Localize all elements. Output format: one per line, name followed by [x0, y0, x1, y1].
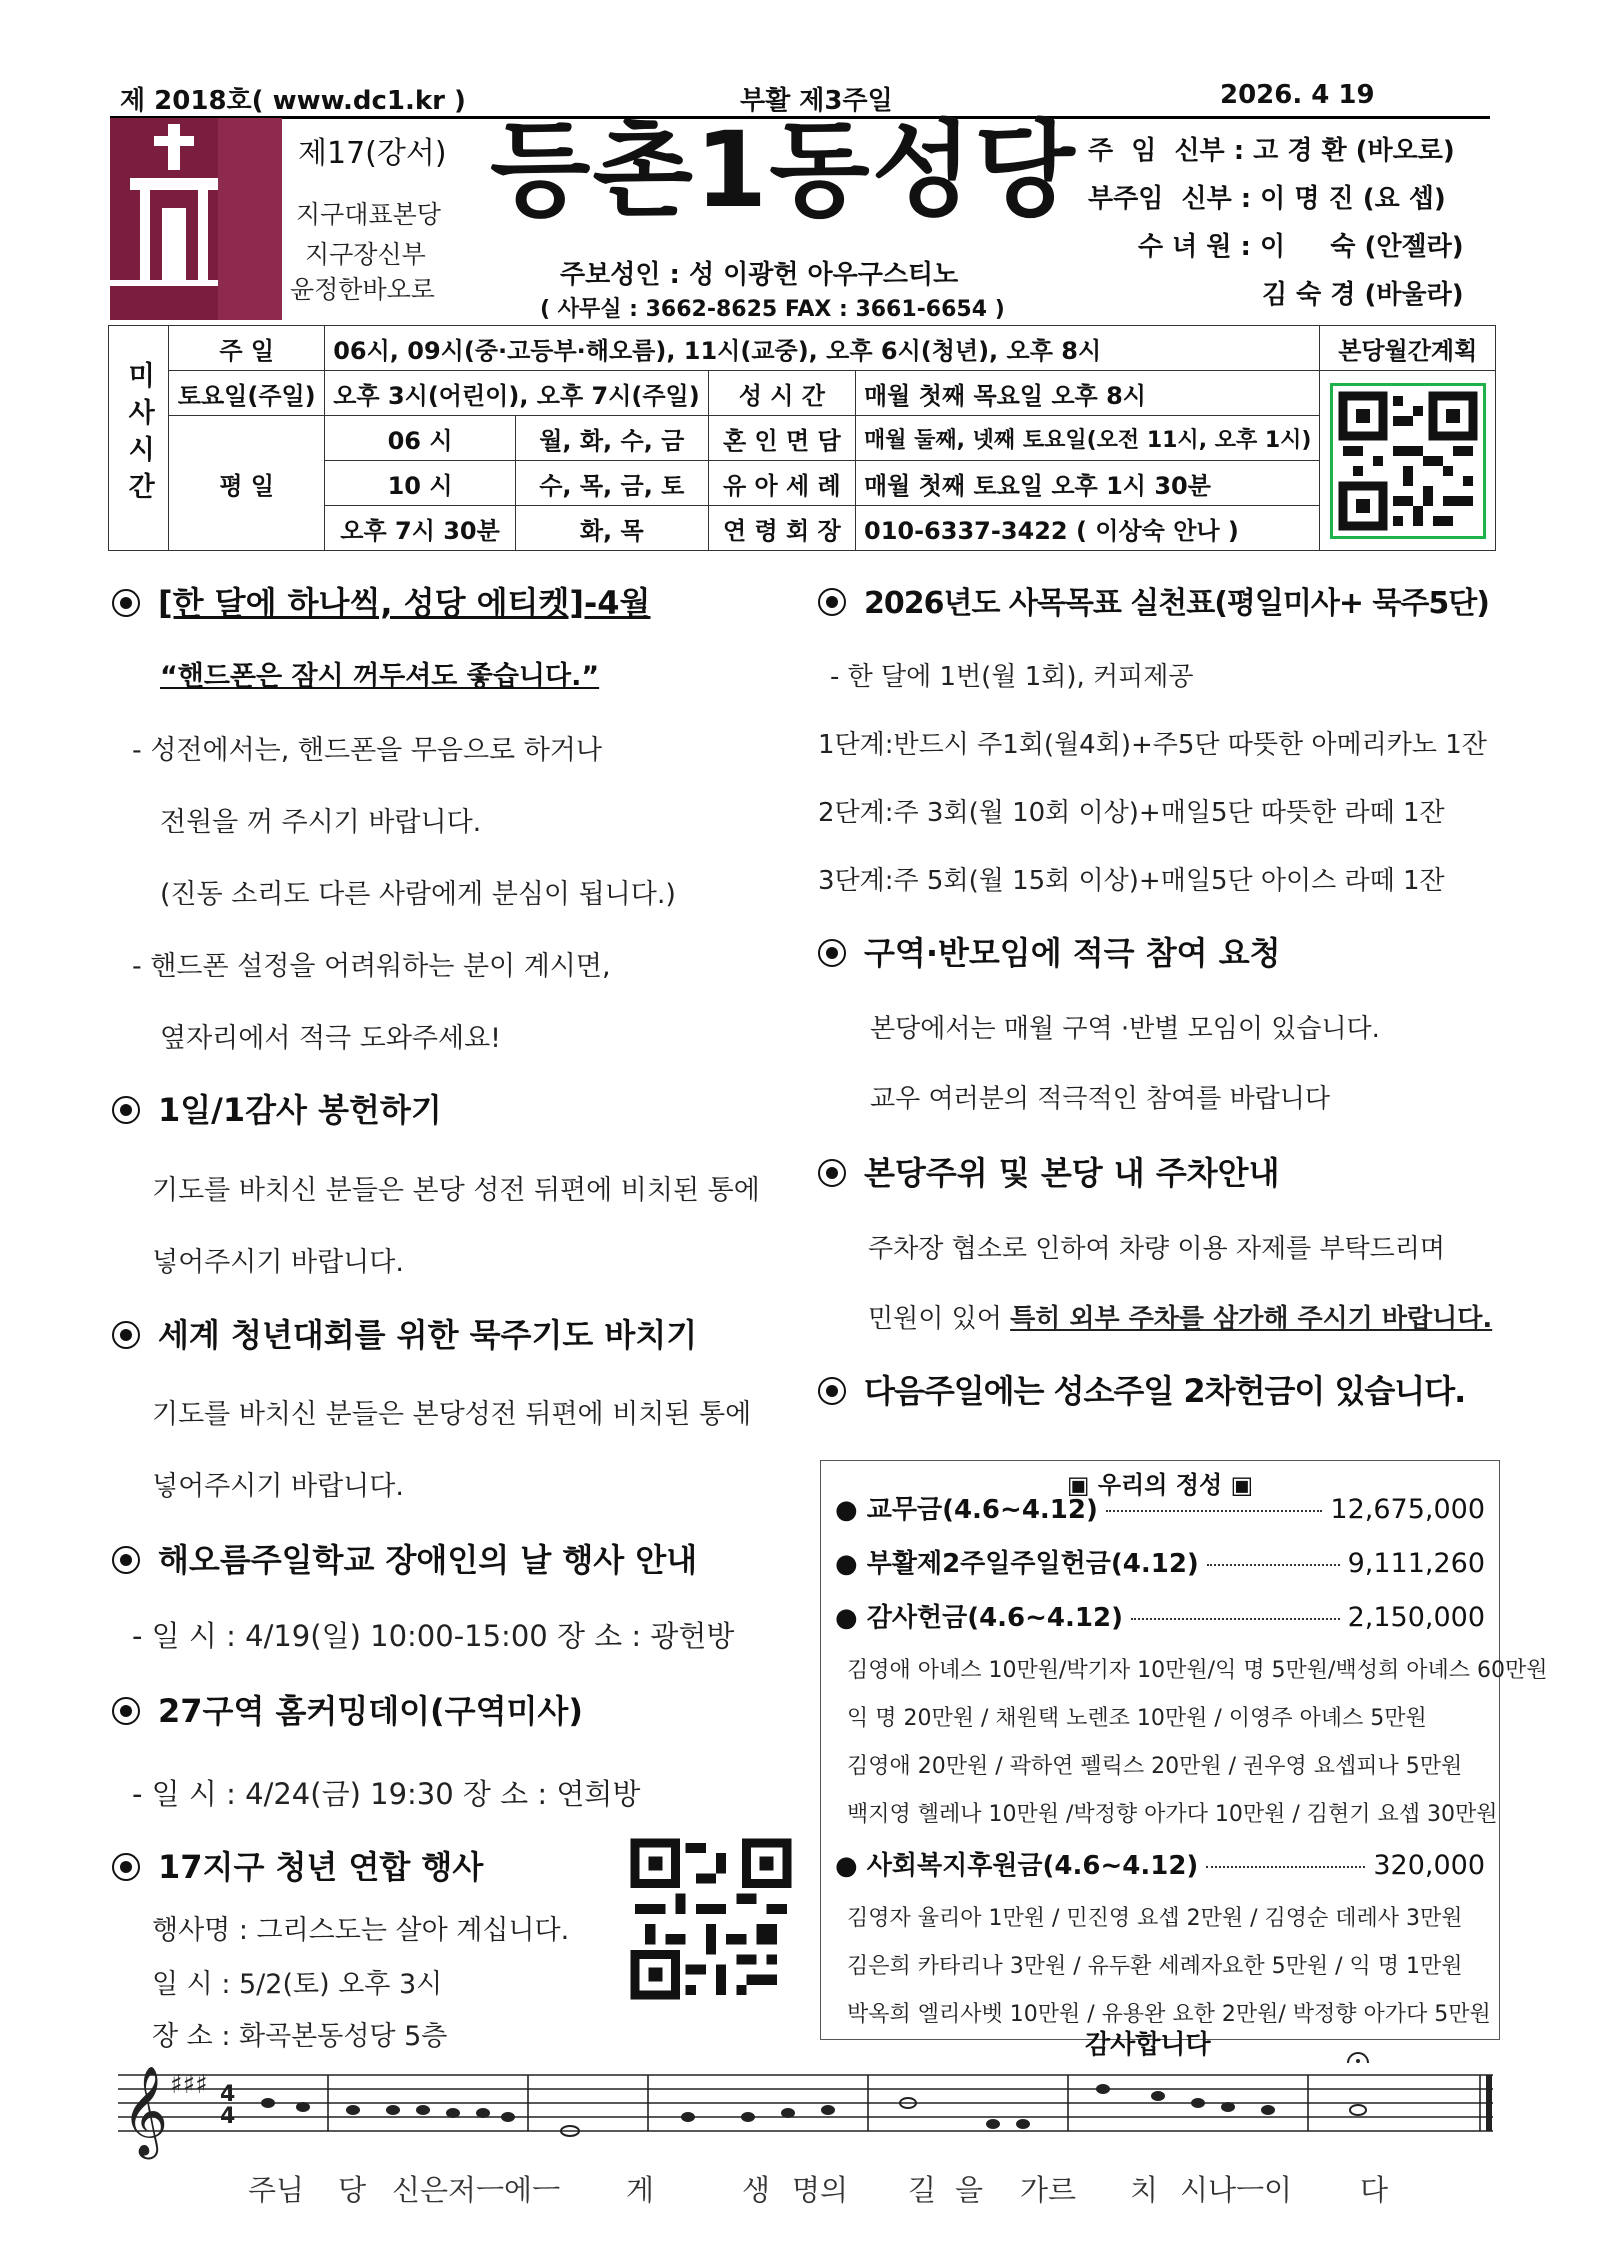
saturday-label: 토요일(주일)	[169, 371, 325, 416]
holy-hour-label: 성 시 간	[708, 371, 855, 416]
mass-schedule-table	[108, 325, 1496, 551]
etiquette-line-4: - 핸드폰 설정을 어려워하는 분이 계시면,	[132, 951, 611, 982]
section-parking-title: 본당주위 및 본당 내 주차안내	[818, 1148, 1280, 1194]
clergy-pastor: 주 임 신부 : 고 경 환 (바오로)	[1088, 136, 1455, 166]
hymn-lyric: 신은저ㅡ에ㅡ	[392, 2173, 561, 2207]
liturgical-week: 부활 제3주일	[740, 86, 893, 116]
section-pastoral-goal-title: 2026년도 사목목표 실천표(평일미사+ 묵주5단)	[818, 578, 1489, 622]
youth-event-line-1: 행사명 : 그리스도는 살아 계십니다.	[152, 1915, 570, 1946]
bullet-icon	[818, 1159, 846, 1187]
pastoral-goal-line-2: 1단계:반드시 주1회(월4회)+주5단 따뜻한 아메리카노 1잔	[818, 730, 1487, 760]
etiquette-line-1: - 성전에서는, 핸드폰을 무음으로 하거나	[132, 735, 602, 766]
hymn-lyric: 길	[908, 2173, 937, 2207]
clergy-assistant: 부주임 신부 : 이 명 진 (요 셉)	[1088, 184, 1446, 214]
offering-title: ▣ 우리의 정성 ▣	[1066, 1471, 1254, 1499]
gratitude-line-2: 넣어주시기 바랍니다.	[152, 1247, 404, 1278]
hymn-lyric: 을	[955, 2173, 984, 2207]
sunday-label: 주 일	[169, 326, 325, 371]
pastoral-goal-line-1: - 한 달에 1번(월 1회), 커피제공	[830, 662, 1194, 692]
youth-event-line-3: 장 소 : 화곡본동성당 5층	[152, 2021, 448, 2052]
bullet-icon	[818, 588, 846, 616]
hymn-lyric: 당	[338, 2173, 367, 2207]
thanks-donor-line: 백지영 헬레나 10만원 /박정향 아가다 10만원 / 김현기 요셉 30만원	[847, 1802, 1498, 1827]
funeral-chair-label: 연 령 회 장	[708, 506, 855, 551]
clergy-sister-2: 김 숙 경 (바울라)	[1262, 280, 1464, 310]
infant-baptism-label: 유 아 세 례	[708, 461, 855, 506]
sunday-times: 06시, 09시(중·고등부·해오름), 11시(교중), 오후 6시(청년), 오후 8시	[325, 326, 1320, 371]
svg-text:♯♯♯: ♯♯♯	[170, 2070, 208, 2100]
funeral-chair-value: 010-6337-3422 ( 이상숙 안나 )	[856, 506, 1320, 551]
bullet-icon	[112, 1697, 140, 1725]
section-rosary-title: 세계 청년대회를 위한 묵주기도 바치기	[112, 1310, 697, 1356]
bullet-icon	[818, 939, 846, 967]
monthly-plan-qr-cell[interactable]	[1320, 371, 1496, 551]
parish-name: 등촌1동성당	[490, 109, 1077, 231]
svg-text:𝄞: 𝄞	[122, 2066, 169, 2156]
offering-closing: 감사합니다	[1085, 2030, 1211, 2060]
mass-side-label: 미사시간	[109, 326, 169, 551]
weekday-time-2: 10 시	[325, 461, 516, 506]
district-number: 제17(강서)	[298, 136, 447, 171]
thanks-donor-line: 김영애 20만원 / 곽하연 펠릭스 20만원 / 권우영 요셉피나 5만원	[847, 1754, 1463, 1779]
hymn-lyric: 치	[1130, 2173, 1159, 2207]
holy-hour-value: 매월 첫째 목요일 오후 8시	[856, 371, 1320, 416]
hymn-staff	[108, 2045, 1498, 2165]
section-sunday-school-title: 해오름주일학교 장애인의 날 행사 안내	[112, 1535, 697, 1581]
infant-baptism-value: 매월 첫째 토요일 오후 1시 30분	[856, 461, 1320, 506]
svg-text:4: 4	[220, 2082, 236, 2107]
svg-text:4: 4	[220, 2104, 236, 2129]
offering-box	[820, 1460, 1548, 2040]
clergy-sister-1: 수 녀 원 : 이 숙 (안젤라)	[1138, 232, 1464, 262]
offering-row-welfare: ● 사회복지후원금(4.6~4.12) 320,000	[835, 1850, 1485, 1881]
weekday-label: 평 일	[169, 416, 325, 551]
section-homecoming-title: 27구역 홈커밍데이(구역미사)	[112, 1686, 583, 1732]
weekday-days-2: 수, 목, 금, 토	[515, 461, 708, 506]
weekday-days-3: 화, 목	[515, 506, 708, 551]
hymn-lyric: 시나ㅡ이	[1180, 2173, 1293, 2207]
pastoral-goal-line-4: 3단계:주 5회(월 15회 이상)+매일5단 아이스 라떼 1잔	[818, 866, 1445, 896]
welfare-donor-line: 박옥희 엘리사벳 10만원 / 유용완 요한 2만원/ 박정향 아가다 5만원	[847, 2002, 1491, 2027]
hymn-lyric: 생	[742, 2173, 771, 2207]
rosary-line-2: 넣어주시기 바랍니다.	[152, 1471, 404, 1502]
district-line-1: 지구대표본당	[296, 200, 441, 229]
welfare-donor-line: 김은희 카타리나 3만원 / 유두환 세례자요한 5만원 / 익 명 1만원	[847, 1954, 1463, 1979]
weekday-time-3: 오후 7시 30분	[325, 506, 516, 551]
offering-row-sunday: ● 부활제2주일주일헌금(4.12) 9,111,260	[835, 1548, 1485, 1579]
district-line-2: 지구장신부	[305, 240, 426, 269]
hymn-lyric: 게	[626, 2173, 655, 2207]
hymn-lyric: 명의	[792, 2173, 849, 2207]
monthly-plan-label: 본당월간계획	[1320, 326, 1496, 371]
etiquette-line-3: (진동 소리도 다른 사람에게 분심이 됩니다.)	[160, 879, 676, 910]
marriage-interview-value: 매월 둘째, 넷째 토요일(오전 11시, 오후 1시)	[856, 416, 1320, 461]
section-gathering-title: 구역·반모임에 적극 참여 요청	[818, 928, 1281, 974]
hymn-lyric: 주님	[248, 2173, 305, 2207]
bullet-icon	[818, 1377, 846, 1405]
etiquette-quote: “핸드폰은 잠시 꺼두셔도 좋습니다.”	[160, 661, 600, 692]
hymn-lyric: 다	[1360, 2173, 1389, 2207]
youth-event-line-2: 일 시 : 5/2(토) 오후 3시	[152, 1969, 443, 2000]
offering-row-tithe: ● 교무금(4.6~4.12) 12,675,000	[835, 1494, 1485, 1525]
weekday-time-1: 06 시	[325, 416, 516, 461]
etiquette-line-2: 전원을 꺼 주시기 바랍니다.	[160, 807, 482, 838]
parish-logo	[110, 118, 282, 320]
bullet-icon	[112, 1096, 140, 1124]
saturday-times: 오후 3시(어린이), 오후 7시(주일)	[325, 371, 708, 416]
section-gratitude-title: 1일/1감사 봉헌하기	[112, 1085, 442, 1131]
section-etiquette-title: [한 달에 하나씩, 성당 에티켓]-4월	[112, 578, 650, 624]
sunday-school-line-1: - 일 시 : 4/19(일) 10:00-15:00 장 소 : 광헌방	[132, 1619, 735, 1653]
office-contact: ( 사무실 : 3662-8625 FAX : 3661-6654 )	[540, 297, 1005, 322]
homecoming-line-1: - 일 시 : 4/24(금) 19:30 장 소 : 연희방	[132, 1777, 641, 1811]
thanks-donor-line: 김영애 아녜스 10만원/박기자 10만원/익 명 5만원/백성희 아녜스 60만원	[847, 1658, 1548, 1683]
offering-row-thanks: ● 감사헌금(4.6~4.12) 2,150,000	[835, 1602, 1485, 1633]
bullet-icon	[112, 1853, 140, 1881]
hymn-lyric: 가르	[1020, 2173, 1077, 2207]
gathering-line-2: 교우 여러분의 적극적인 참여를 바랍니다	[870, 1084, 1331, 1114]
etiquette-line-5: 옆자리에서 적극 도와주세요!	[160, 1023, 501, 1054]
thanks-donor-line: 익 명 20만원 / 채원택 노렌조 10만원 / 이영주 아녜스 5만원	[847, 1706, 1427, 1731]
gratitude-line-1: 기도를 바치신 분들은 본당 성전 뒤편에 비치된 통에	[152, 1175, 760, 1206]
bullet-icon	[112, 1321, 140, 1349]
parking-line-1: 주차장 협소로 인하여 차량 이용 자제를 부탁드리며	[868, 1234, 1446, 1264]
bullet-icon	[112, 589, 140, 617]
patron-saint: 주보성인 : 성 이광헌 아우구스티노	[560, 260, 959, 290]
issue-number: 제 2018호( www.dc1.kr )	[120, 86, 466, 116]
section-youth-event-title: 17지구 청년 연합 행사	[112, 1842, 483, 1888]
bulletin-date: 2026. 4 19	[1220, 80, 1375, 110]
rosary-line-1: 기도를 바치신 분들은 본당성전 뒤편에 비치된 통에	[152, 1399, 752, 1430]
weekday-days-1: 월, 화, 수, 금	[515, 416, 708, 461]
gathering-line-1: 본당에서는 매월 구역 ·반별 모임이 있습니다.	[870, 1014, 1380, 1044]
monthly-plan-qr-code[interactable]	[1330, 383, 1486, 539]
marriage-interview-label: 혼 인 면 담	[708, 416, 855, 461]
youth-event-qr-code[interactable]	[625, 1833, 797, 2005]
section-vocation-notice-title: 다음주일에는 성소주일 2차헌금이 있습니다.	[818, 1366, 1465, 1412]
district-line-3: 윤정한바오로	[290, 275, 435, 304]
welfare-donor-line: 김영자 율리아 1만원 / 민진영 요셉 2만원 / 김영순 데레사 3만원	[847, 1906, 1463, 1931]
pastoral-goal-line-3: 2단계:주 3회(월 10회 이상)+매일5단 따뜻한 라떼 1잔	[818, 798, 1445, 828]
parking-line-2: 민원이 있어 특히 외부 주차를 삼가해 주시기 바랍니다.	[868, 1304, 1493, 1334]
bullet-icon	[112, 1546, 140, 1574]
